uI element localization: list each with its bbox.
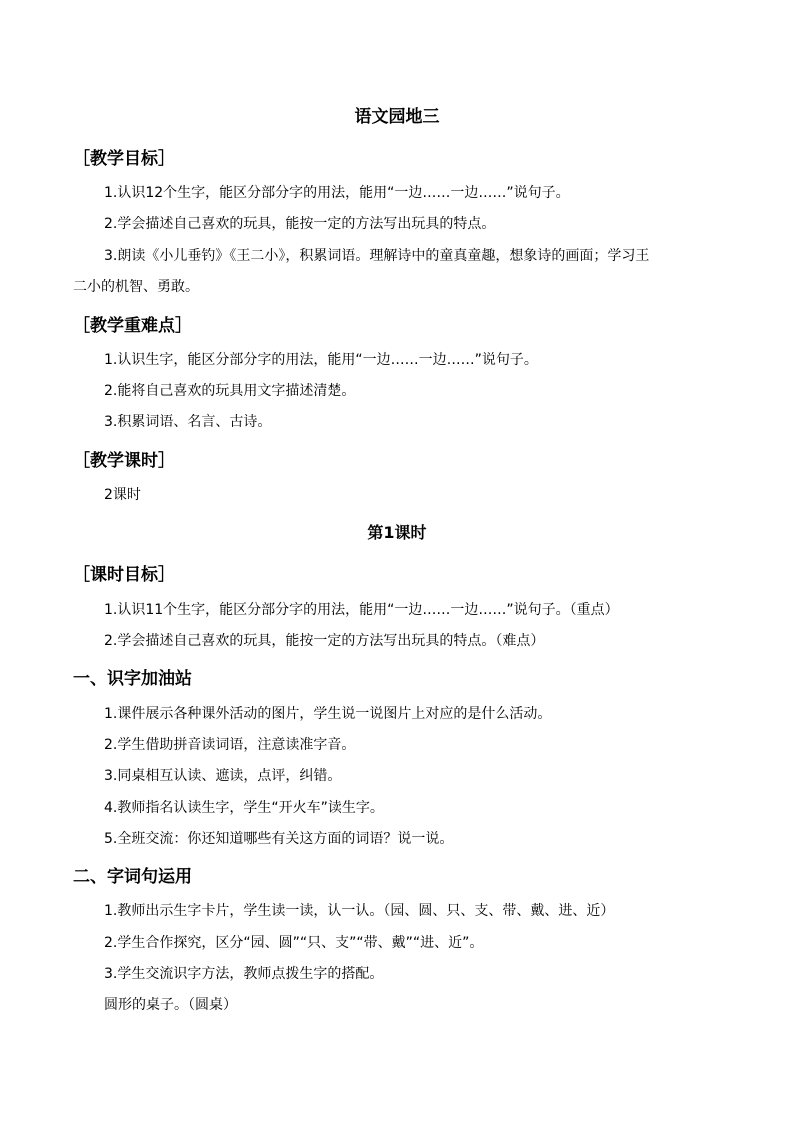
lesson-title: 第1课时 — [367, 523, 427, 542]
key-point-item-1: 1.认识生字，能区分部分字的用法，能用“一边……一边……”说句子。 — [104, 352, 538, 368]
goal-item-3: 3.朗读《小儿垂钓》《王二小》，积累词语。理解诗中的童真童趣，想象诗的画面；学习王 — [104, 248, 650, 264]
part1-item-2: 2.学生借助拼音读词语，注意读准字音。 — [104, 737, 356, 753]
section-heading-periods: ［教学课时］ — [73, 451, 175, 471]
key-point-item-2: 2.能将自己喜欢的玩具用文字描述清楚。 — [104, 383, 356, 399]
part2-example: 圆形的桌子。（圆桌） — [104, 997, 237, 1013]
goal-item-2: 2.学会描述自己喜欢的玩具，能按一定的方法写出玩具的特点。 — [104, 216, 496, 232]
part1-item-1: 1.课件展示各种课外活动的图片，学生说一说图片上对应的是什么活动。 — [104, 706, 552, 722]
part1-item-4: 4.教师指名认读生字，学生“开火车”读生字。 — [104, 800, 384, 816]
part-heading-2: 二、字词句运用 — [73, 867, 192, 887]
lesson-goal-item-1: 1.认识11个生字，能区分部分字的用法，能用“一边……一边……”说句子。（重点） — [104, 602, 619, 618]
key-point-item-3: 3.积累词语、名言、古诗。 — [104, 414, 272, 430]
part2-item-2: 2.学生合作探究，区分“园、圆”“只、支”“带、戴”“进、近”。 — [104, 935, 484, 951]
part1-item-5: 5.全班交流：你还知道哪些有关这方面的词语？说一说。 — [104, 831, 454, 847]
part-heading-1: 一、识字加油站 — [73, 669, 192, 689]
lesson-goal-item-2: 2.学会描述自己喜欢的玩具，能按一定的方法写出玩具的特点。（难点） — [104, 633, 545, 649]
lesson-goals-heading: ［课时目标］ — [73, 565, 175, 585]
goal-item-3-continued: 二小的机智、勇敢。 — [73, 279, 199, 295]
part1-item-3: 3.同桌相互认读、遮读，点评，纠错。 — [104, 768, 342, 784]
section-heading-goals: ［教学目标］ — [73, 149, 175, 169]
document-title: 语文园地三 — [354, 107, 440, 127]
section-heading-key-points: ［教学重难点］ — [73, 316, 192, 336]
part2-item-1: 1.教师出示生字卡片，学生读一读，认一认。（园、圆、只、支、带、戴、进、近） — [104, 903, 615, 919]
part2-item-3: 3.学生交流识字方法，教师点拨生字的搭配。 — [104, 966, 384, 982]
periods-item: 2课时 — [104, 487, 141, 503]
goal-item-1: 1.认识12个生字，能区分部分字的用法，能用“一边……一边……”说句子。 — [104, 185, 570, 201]
